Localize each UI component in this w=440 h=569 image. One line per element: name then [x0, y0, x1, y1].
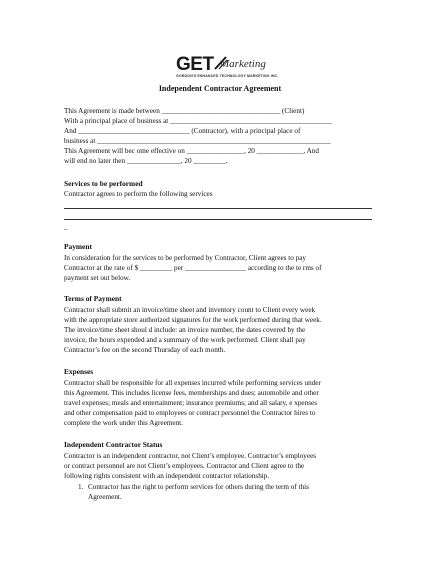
- payment-heading: Payment: [64, 242, 92, 251]
- intro-line: will end no later then _______________, 20 _________.: [64, 157, 228, 165]
- services-line: Contractor agrees to perform the following services: [64, 190, 213, 198]
- list-item-line: Agreement.: [88, 493, 122, 501]
- list-item-line: Contractor has the right to perform services for others during the term of this: [88, 483, 309, 491]
- expenses-line: Contractor shall be responsible for all expenses incurred while performing services under: [64, 379, 321, 387]
- terms-line: The invoice/time sheet shoul d include: an invoice number, the dates covered by the: [64, 326, 306, 334]
- expenses-line: and other compensation paid to employees or contract personnel the Contractor hires to: [64, 409, 316, 417]
- expenses-line: travel expenses; meals and entertainment; insurance premiums; and all salary, e xpenses: [64, 399, 318, 407]
- intro-line: business at _________________________________________________________________: [64, 137, 331, 145]
- blank-rule: [64, 208, 372, 209]
- status-heading: Independent Contractor Status: [64, 440, 163, 449]
- payment-line: payment set out below.: [64, 274, 131, 282]
- list-dash: –: [64, 225, 68, 233]
- blank-rule: [64, 219, 372, 220]
- terms-heading: Terms of Payment: [64, 294, 122, 303]
- intro-line: This Agreement will bec ome effective on ________________, 20 _____________, And: [64, 147, 319, 155]
- intro-line: And _______________________________ (Contractor), with a principal place of: [64, 127, 301, 135]
- list-item-number: 1.: [78, 483, 84, 491]
- services-heading: Services to be performed: [64, 179, 143, 188]
- payment-line: In consideration for the services to be performed by Contractor, Client agrees to pay: [64, 254, 307, 262]
- document-title: Independent Contractor Agreement: [158, 84, 282, 93]
- intro-line: This Agreement is made between _________________________________ (Client): [64, 107, 305, 115]
- expenses-heading: Expenses: [64, 367, 94, 376]
- logo-main-text: GET: [176, 54, 214, 75]
- terms-line: invoice, the hours expended and a summary of the work performed. Client shall pay: [64, 336, 306, 344]
- terms-line: Contractor’s fee on the second Thursday of each month.: [64, 346, 226, 354]
- expenses-line: this Agreement. This includes license fees, memberships and dues; automobile and other: [64, 389, 319, 397]
- terms-line: with the appropriate store authorized signatures for the work performed during that week.: [64, 316, 322, 324]
- intro-line: With a principal place of business at _____________________________________________: [64, 117, 332, 125]
- logo-tagline: GORDON'S ENHANCED TECHNOLOGY MARKETING INC.: [176, 74, 279, 78]
- expenses-line: complete the work under this Agreement.: [64, 419, 183, 427]
- status-line: following rights consistent with an independent contractor relationship.: [64, 472, 270, 480]
- company-logo: [176, 54, 279, 81]
- status-line: or contract personnel are not Client’s employees. Contractor and Client agree to the: [64, 462, 305, 470]
- terms-line: Contractor shall submit an invoice/time sheet and inventory count to Client every week: [64, 306, 316, 314]
- logo-script-text: Marketing: [220, 58, 266, 70]
- status-line: Contractor is an independent contractor, not Client’s employee. Contractor’s employees: [64, 452, 317, 460]
- payment-line: Contractor at the rate of $ _________ per _________________ according to the te rms of: [64, 264, 322, 272]
